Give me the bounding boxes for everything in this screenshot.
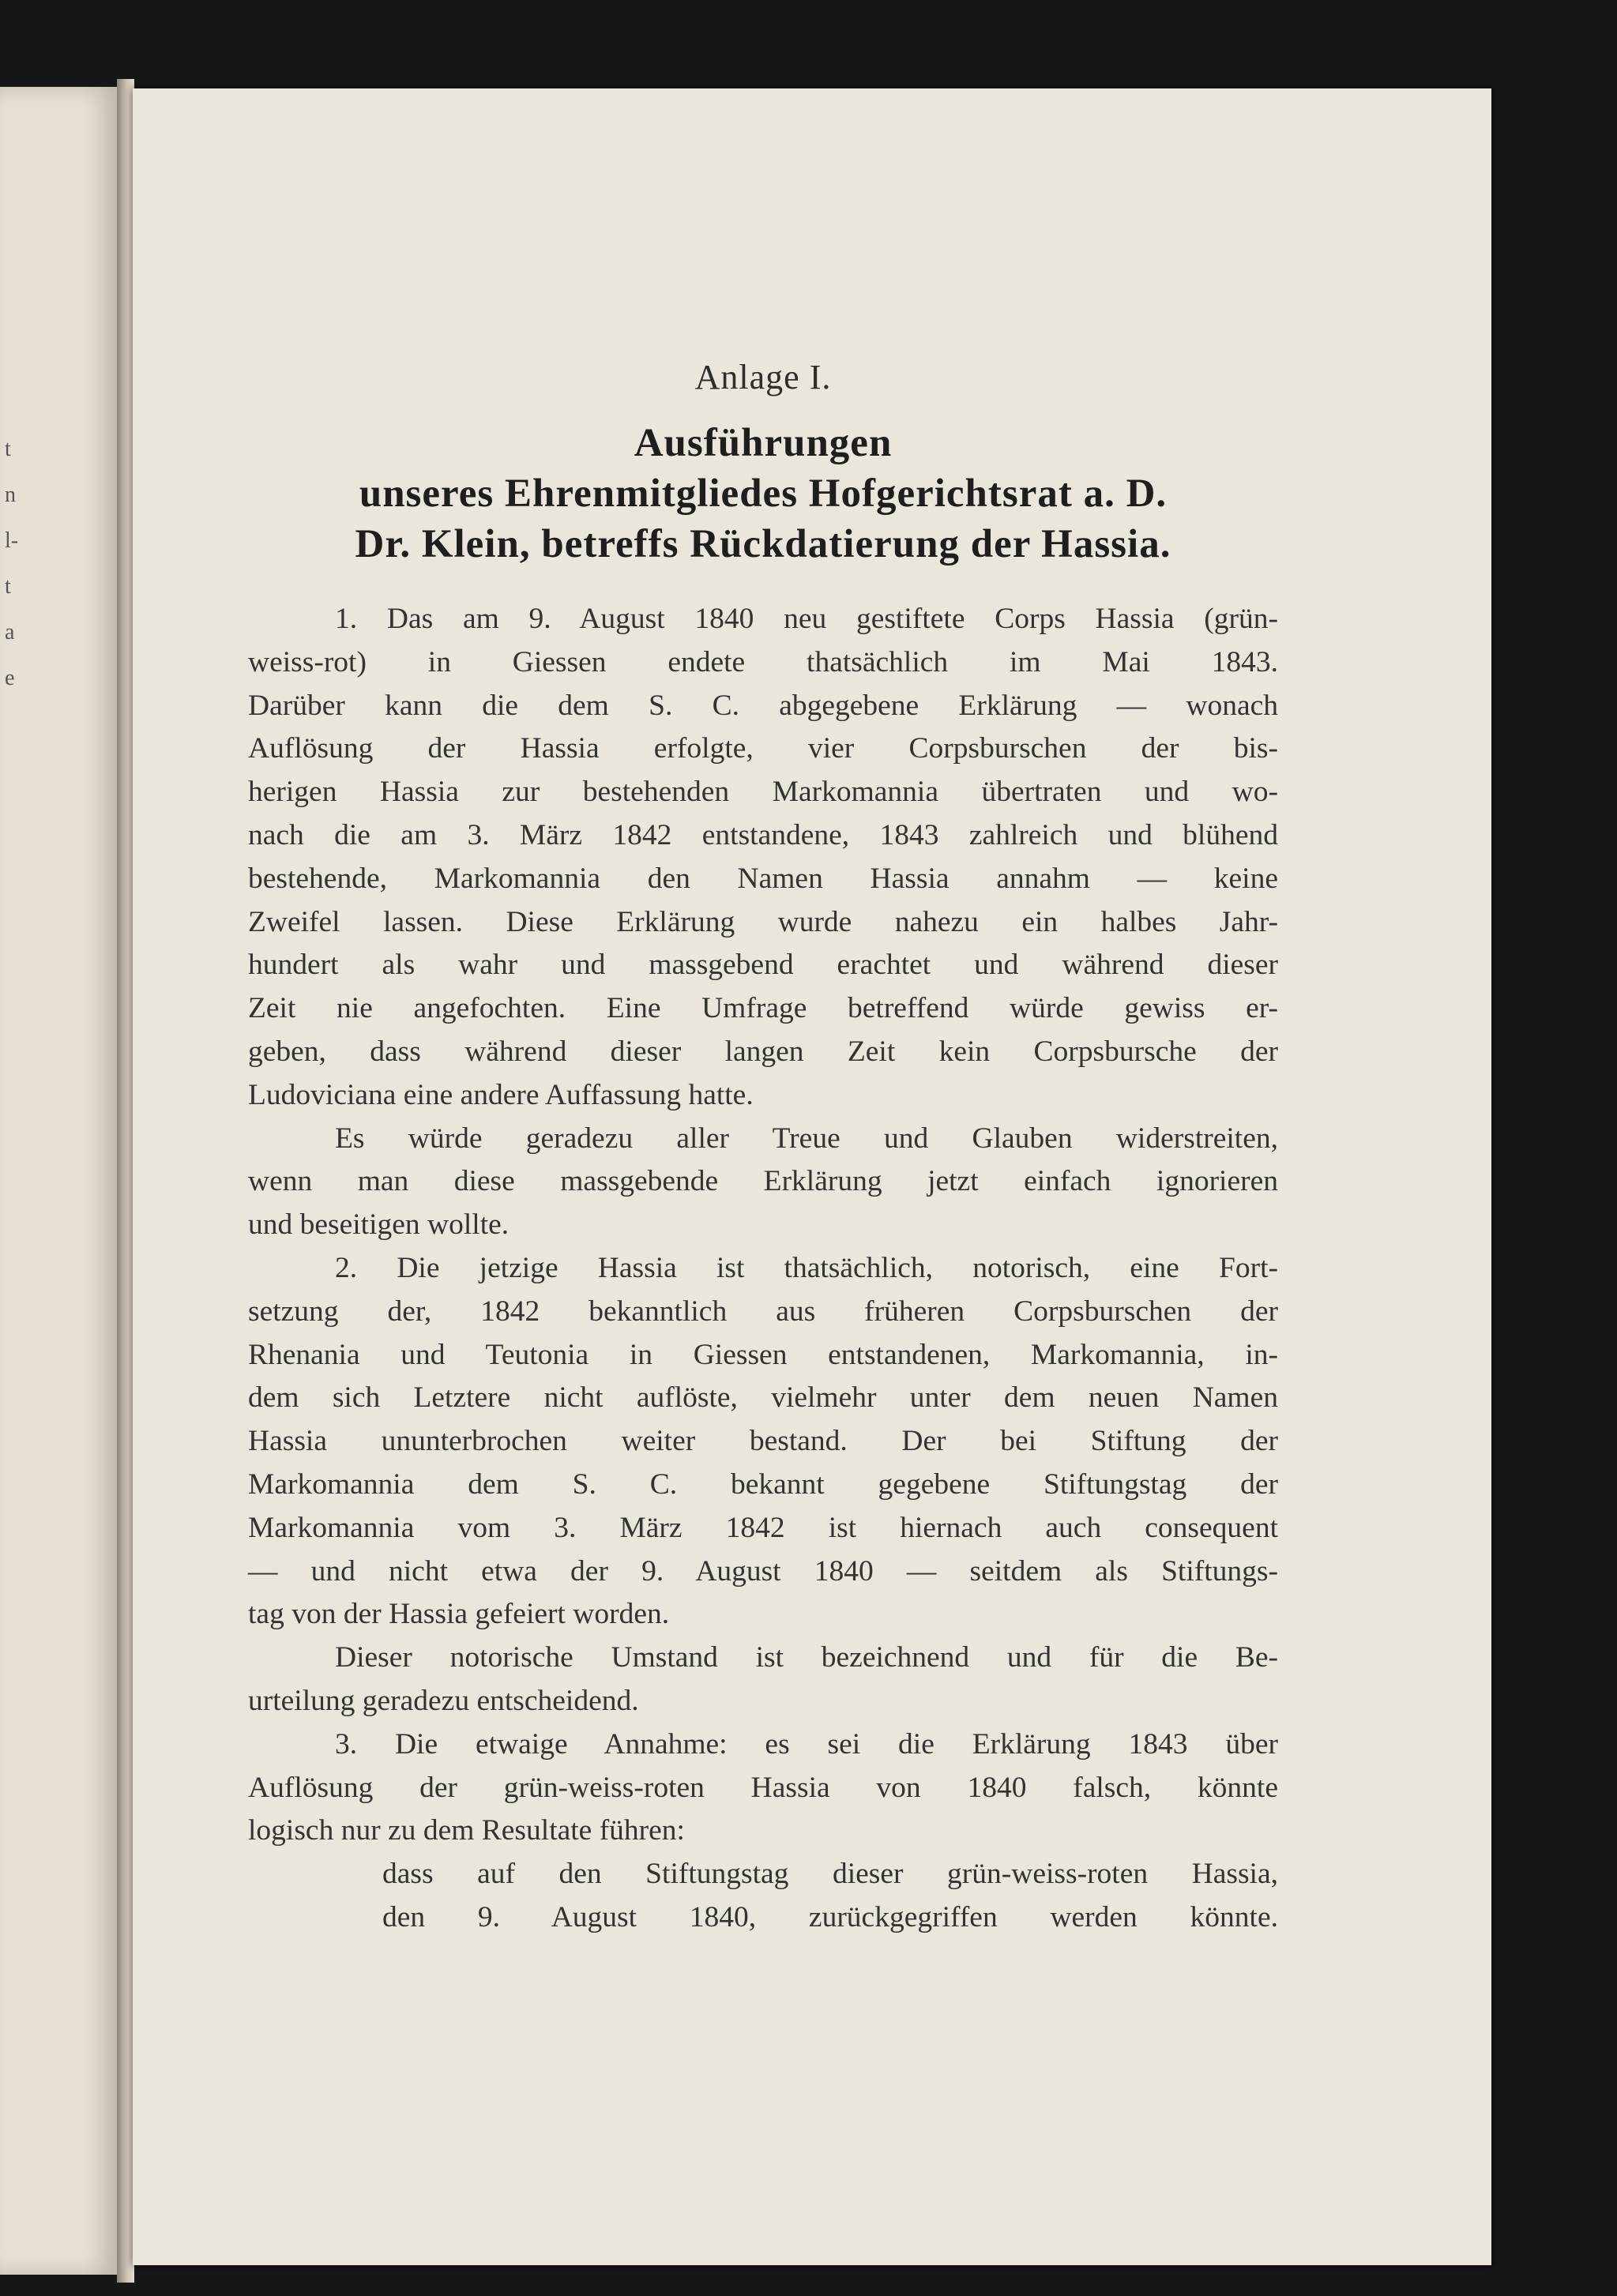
document-title bbox=[248, 418, 1278, 569]
body-line: Markomannia dem S. C. bekannt gegebene Stiftungstag der bbox=[248, 1467, 1278, 1501]
body-line: 1. Das am 9. August 1840 neu gestiftete Corps Hassia (grün- bbox=[335, 603, 1278, 635]
body-line: dass auf den Stiftungstag dieser grün-weiss-roten Hassia, bbox=[382, 1858, 1278, 1891]
body-line: Zweifel lassen. Diese Erklärung wurde nahezu ein halbes Jahr- bbox=[248, 905, 1278, 938]
body-line: Auflösung der grün-weiss-roten Hassia von 1840 falsch, könnte bbox=[248, 1771, 1278, 1804]
body-line: — und nicht etwa der 9. August 1840 — seitdem als Stiftungs- bbox=[248, 1554, 1278, 1588]
body-line: nach die am 3. März 1842 entstandene, 1843 zahlreich und blühend bbox=[248, 818, 1278, 851]
title-line: unseres Ehrenmitgliedes Hofgerichtsrat a. D. bbox=[359, 472, 1168, 516]
body-text bbox=[248, 598, 1278, 1940]
body-line: herigen Hassia zur bestehenden Markomannia übertraten und wo- bbox=[248, 776, 1278, 809]
body-line: und beseitigen wollte. bbox=[248, 1208, 510, 1242]
body-line: Rhenania und Teutonia in Giessen entstandenen, Markomannia, in- bbox=[248, 1338, 1278, 1371]
title-line: Dr. Klein, betreffs Rückdatierung der Hassia. bbox=[355, 522, 1171, 566]
book-gutter bbox=[117, 79, 134, 2283]
body-line: wenn man diese massgebende Erklärung jetzt einfach ignorieren bbox=[248, 1165, 1278, 1198]
body-line: Zeit nie angefochten. Eine Umfrage betreffend würde gewiss er- bbox=[248, 992, 1278, 1025]
margin-fragment: n bbox=[5, 483, 16, 507]
body-line: Hassia ununterbrochen weiter bestand. Der bei Stiftung der bbox=[248, 1425, 1278, 1458]
margin-fragment: t bbox=[5, 437, 11, 461]
body-line: weiss-rot) in Giessen endete thatsächlich im Mai 1843. bbox=[248, 645, 1278, 678]
body-line: Ludoviciana eine andere Auffassung hatte. bbox=[248, 1078, 754, 1111]
body-line: Dieser notorische Umstand ist bezeichnend und für die Be- bbox=[335, 1641, 1278, 1674]
margin-fragment: a bbox=[5, 620, 15, 644]
body-line: den 9. August 1840, zurückgegriffen werden könnte. bbox=[382, 1900, 1278, 1933]
body-line: setzung der, 1842 bekanntlich aus früheren Corpsburschen der bbox=[248, 1295, 1278, 1328]
body-line: bestehende, Markomannia den Namen Hassia annahm — keine bbox=[248, 862, 1278, 895]
body-line: hundert als wahr und massgebend erachtet und während dieser bbox=[248, 949, 1278, 982]
left-page bbox=[0, 87, 117, 2275]
body-line: 2. Die jetzige Hassia ist thatsächlich, notorisch, eine Fort- bbox=[335, 1251, 1278, 1284]
body-line: Markomannia vom 3. März 1842 ist hiernach auch consequent bbox=[248, 1511, 1278, 1544]
document-page bbox=[133, 88, 1491, 2265]
body-line: tag von der Hassia gefeiert worden. bbox=[248, 1598, 670, 1631]
body-line: dem sich Letztere nicht auflöste, vielmehr unter dem neuen Namen bbox=[248, 1381, 1278, 1415]
body-line: 3. Die etwaige Annahme: es sei die Erklärung 1843 über bbox=[335, 1727, 1278, 1761]
left-page-margin-text bbox=[5, 427, 18, 701]
body-line: Es würde geradezu aller Treue und Glauben widerstreiten, bbox=[335, 1122, 1278, 1155]
margin-fragment: l- bbox=[5, 528, 19, 553]
text-block bbox=[248, 357, 1278, 1940]
body-line: urteilung geradezu entscheidend. bbox=[248, 1684, 639, 1717]
body-line: Auflösung der Hassia erfolgte, vier Corpsburschen der bis- bbox=[248, 732, 1278, 765]
title-line: Ausführungen bbox=[634, 421, 893, 465]
annex-label: Anlage I. bbox=[694, 358, 832, 396]
body-line: geben, dass während dieser langen Zeit kein Corpsbursche der bbox=[248, 1035, 1278, 1068]
margin-fragment: e bbox=[5, 666, 15, 690]
body-line: logisch nur zu dem Resultate führen: bbox=[248, 1814, 685, 1847]
margin-fragment: t bbox=[5, 574, 11, 599]
body-line: Darüber kann die dem S. C. abgegebene Erklärung — wonach bbox=[248, 689, 1278, 722]
